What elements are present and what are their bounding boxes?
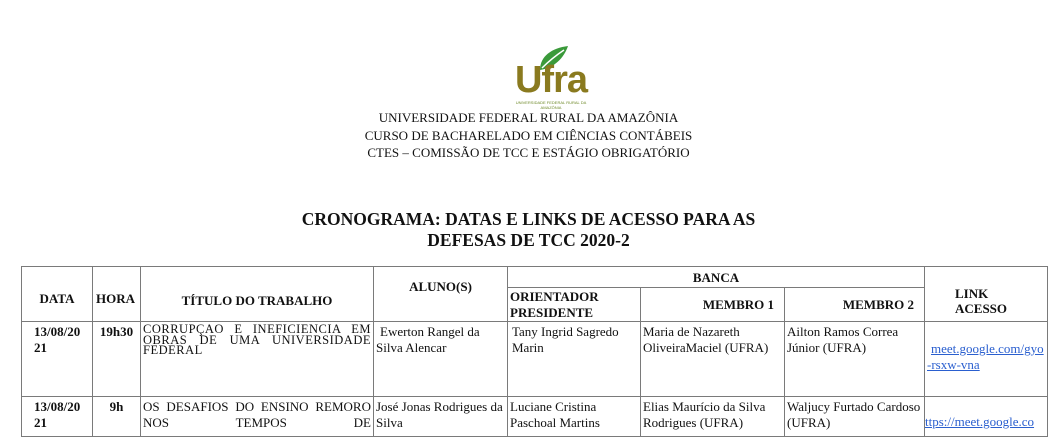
header-link: LINK ACESSO bbox=[925, 267, 1048, 322]
cell-link bbox=[925, 322, 1048, 397]
cell-membro2: Waljucy Furtado Cardoso (UFRA) bbox=[785, 397, 925, 437]
header-row-1 bbox=[22, 267, 1048, 288]
header-banca: BANCA bbox=[508, 267, 925, 288]
header-hora: HORA bbox=[93, 267, 141, 322]
commission-name: CTES – COMISSÃO DE TCC E ESTÁGIO OBRIGATÓRIO bbox=[367, 145, 690, 160]
header-membro1: MEMBRO 1 bbox=[641, 288, 785, 322]
cell-titulo: CORRUPÇAO E INEFICIENCIA EM OBRAS DE UMA UNIVERSIDADE FEDERAL bbox=[141, 322, 374, 397]
header-data: DATA bbox=[22, 267, 93, 322]
course-name: CURSO DE BACHARELADO EM CIÊNCIAS CONTÁBEIS bbox=[364, 127, 693, 143]
cell-aluno: Ewerton Rangel da Silva Alencar bbox=[374, 322, 508, 397]
cell-data: 13/08/2021 bbox=[22, 397, 93, 437]
university-name: UNIVERSIDADE FEDERAL RURAL DA AMAZÔNIA bbox=[378, 110, 679, 125]
document-title bbox=[0, 209, 1057, 251]
table-row bbox=[22, 322, 1048, 397]
cell-membro2: Ailton Ramos Correa Júnior (UFRA) bbox=[785, 322, 925, 397]
header-titulo: TÍTULO DO TRABALHO bbox=[141, 267, 374, 322]
cell-titulo: OS DESAFIOS DO ENSINO REMORO NOS TEMPOS DE bbox=[141, 397, 374, 437]
cell-hora: 9h bbox=[93, 397, 141, 437]
institution-header bbox=[0, 109, 1057, 162]
title-line-2: DEFESAS DE TCC 2020-2 bbox=[427, 230, 630, 250]
logo-subtitle: UNIVERSIDADE FEDERAL RURAL DA AMAZÔNIA bbox=[515, 100, 587, 110]
title-line-1: CRONOGRAMA: DATAS E LINKS DE ACESSO PARA AS bbox=[301, 209, 756, 229]
header-membro2: MEMBRO 2 bbox=[785, 288, 925, 322]
meet-link[interactable]: meet.google.com/gyo-rsxw-vna bbox=[927, 341, 1044, 372]
cell-membro1: Maria de Nazareth OliveiraMaciel (UFRA) bbox=[641, 322, 785, 397]
header-orientador: ORIENTADOR PRESIDENTE bbox=[508, 288, 641, 322]
cell-aluno: José Jonas Rodrigues da Silva bbox=[374, 397, 508, 437]
schedule-table bbox=[21, 266, 1048, 437]
logo-wordmark: Ufra bbox=[514, 59, 588, 101]
header-alunos: ALUNO(S) bbox=[374, 267, 508, 322]
table-row bbox=[22, 397, 1048, 437]
cell-data: 13/08/2021 bbox=[22, 322, 93, 397]
cell-orientador: Tany Ingrid Sagredo Marin bbox=[508, 322, 641, 397]
cell-link bbox=[925, 397, 1048, 437]
cell-hora: 19h30 bbox=[93, 322, 141, 397]
ufra-logo bbox=[506, 44, 596, 108]
cell-membro1: Elias Maurício da Silva Rodrigues (UFRA) bbox=[641, 397, 785, 437]
meet-link[interactable]: ttps://meet.google.co bbox=[925, 414, 1035, 429]
cell-orientador: Luciane Cristina Paschoal Martins bbox=[508, 397, 641, 437]
